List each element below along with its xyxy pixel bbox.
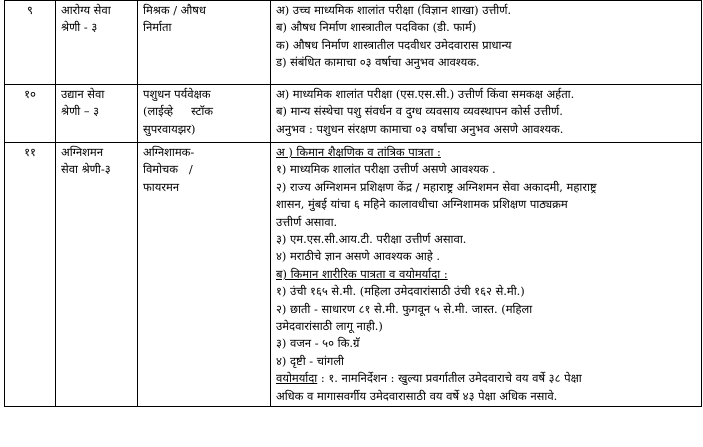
qualification-cell: [271, 1, 702, 85]
qualification-line: १) उंची १६५ से.मी. (महिला उमेदवारांसाठी उंची १६२ से.मी.): [276, 284, 525, 299]
qualification-line: क) औषध निर्माण शास्त्रातील पदवीधर उमेदवारास प्राधान्य: [276, 37, 512, 52]
qualification-line: अधिक व मागासवर्गीय उमेदवारासाठी वय वर्षे ४३ पेक्षा अधिक नसावे.: [276, 388, 558, 403]
qualification-cell: [271, 85, 702, 143]
service-cell: [56, 85, 138, 143]
service-cell: [56, 143, 138, 407]
serial-number: ९: [5, 1, 56, 85]
age-limit-label: वयोमर्यादा: [276, 371, 318, 386]
post-line: पशुधन पर्यवेक्षक: [143, 87, 211, 101]
qualification-heading: अ ) किमान शैक्षणिक व तांत्रिक पात्रता :: [276, 145, 441, 159]
qualification-line: ३) एम.एस.सी.आय.टी. परीक्षा उत्तीर्ण असावा.: [276, 232, 467, 247]
service-line: श्रेणी – ३: [61, 104, 100, 119]
qualification-line: १) माध्यमिक शालांत परीक्षा उत्तीर्ण असणे आवश्यक .: [276, 162, 496, 177]
qualification-line: उत्तीर्ण असावा.: [276, 214, 338, 229]
age-limit-text: : १. नामनिर्देशन : खुल्या प्रवर्गातील उमेदवाराचे वय वर्षे ३८ पेक्षा: [320, 371, 582, 386]
qualification-line: ३) वजन - ५० कि.ग्रॅ: [276, 336, 360, 351]
service-line: अग्निशमन: [61, 145, 104, 159]
service-line: सेवा श्रेणी-३: [61, 162, 111, 177]
qualification-line: २) राज्य अग्निशमन प्रशिक्षण केंद्र / महाराष्ट्र अग्निशमन सेवा अकादमी, महाराष्ट्र: [276, 179, 597, 194]
post-cell: [138, 1, 271, 85]
qualification-line: ड) संबंधित कामाचा ०३ वर्षाचा अनुभव आवश्यक.: [276, 55, 480, 70]
qualification-heading: ब) किमान शारीरिक पात्रता व वयोमर्यादा :: [276, 266, 448, 281]
qualification-line: ४) मराठीचे ज्ञान असणे आवश्यक आहे .: [276, 249, 441, 264]
qualification-line: उमेदवारांसाठी लागू नाही.): [276, 319, 383, 334]
post-line: निर्माता: [143, 20, 172, 35]
qualification-line: शासन, मुंबई यांचा ६ महिने कालावधीचा अग्निशामक प्रशिक्षण पाठ्यक्रम: [276, 197, 568, 212]
qualification-line: ४) दृष्टी - चांगली: [276, 353, 344, 368]
qualification-line: ब) मान्य संस्थेचा पशु संवर्धन व दुग्ध व्यवसाय व्यवस्थापन कोर्स उत्तीर्ण.: [276, 104, 563, 119]
age-limit-line: [276, 370, 697, 387]
qualification-line: अ) माध्यमिक शालांत परीक्षा (एस.एस.सी.) उत्तीर्ण किंवा समकक्ष अर्हता.: [276, 87, 575, 101]
post-line: विमोचक /: [143, 162, 193, 177]
post-line: मिश्रक / औषध: [143, 3, 206, 17]
qualification-line: अनुभव : पशुधन संरक्षण कामाचा ०३ वर्षांचा अनुभव असणे आवश्यक.: [276, 121, 564, 136]
serial-number: ११: [5, 143, 56, 407]
post-line: अग्निशामक-: [143, 145, 195, 159]
post-line: सुपरवायझर): [143, 121, 196, 136]
post-line: (लाईव्हे स्टॉक: [143, 104, 214, 119]
table-row: [5, 85, 702, 143]
serial-number: १०: [5, 85, 56, 143]
recruitment-table: [4, 0, 702, 407]
post-cell: [138, 143, 271, 407]
post-line: फायरमन: [143, 179, 180, 194]
service-line: श्रेणी - ३: [61, 20, 98, 35]
qualification-line: अ) उच्च माध्यमिक शालांत परीक्षा (विज्ञान शाखा) उत्तीर्ण.: [276, 3, 512, 17]
qualification-line: २) छाती - साधारण ८१ से.मी. फुगवून ५ से.मी. जास्त. (महिला: [276, 301, 533, 316]
qualification-cell: [271, 143, 702, 407]
service-cell: [56, 1, 138, 85]
qualification-line: ब) औषध निर्माण शास्त्रातील पदविका (डी. फार्म): [276, 20, 477, 35]
post-cell: [138, 85, 271, 143]
service-line: उद्यान सेवा: [61, 87, 105, 101]
table-row: [5, 1, 702, 85]
service-line: आरोग्य सेवा: [61, 3, 111, 17]
table-row: [5, 143, 702, 407]
